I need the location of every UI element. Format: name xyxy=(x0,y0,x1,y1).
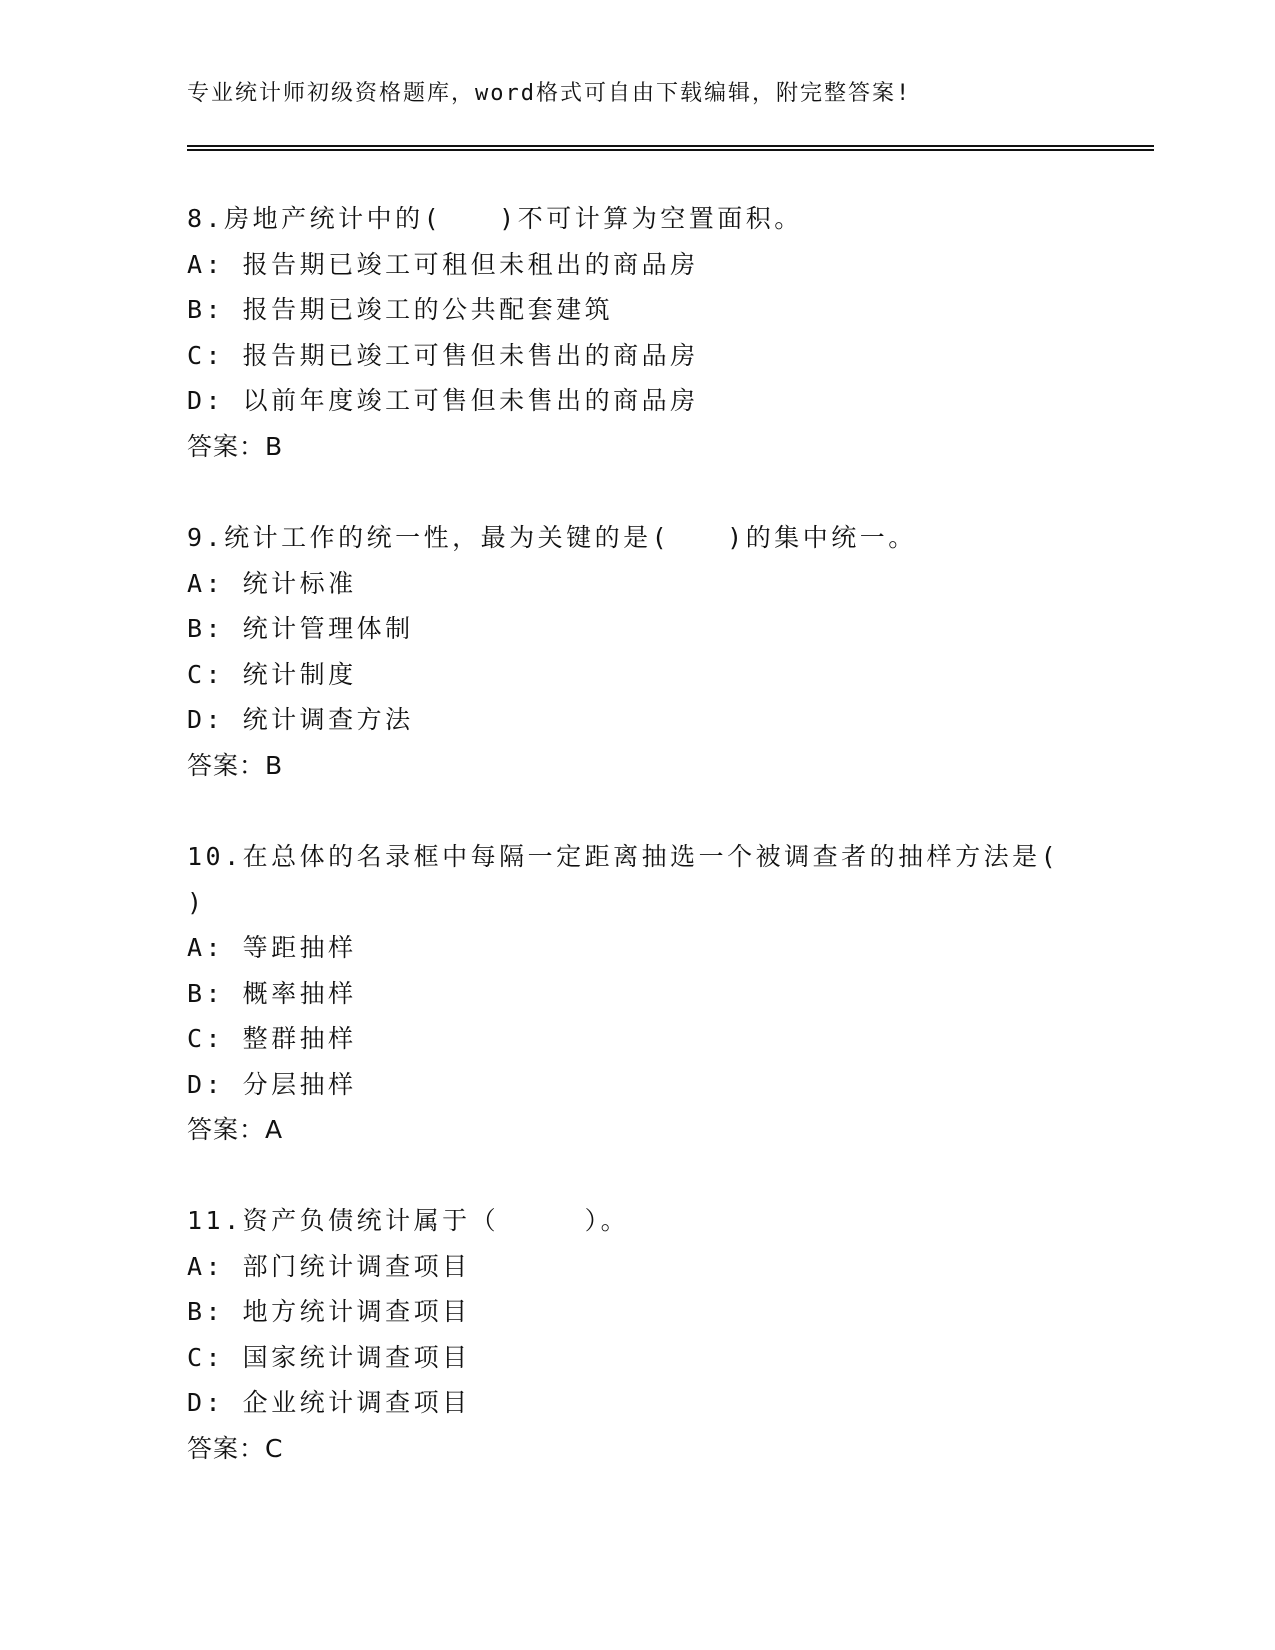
question-11 xyxy=(187,1198,1107,1471)
option-b: B: 统计管理体制 xyxy=(187,614,414,643)
answer-text: 答案：B xyxy=(187,750,284,780)
option-a: A: 部门统计调查项目 xyxy=(187,1251,471,1281)
answer-text: 答案：B xyxy=(187,431,284,461)
option-d: D: 企业统计调查项目 xyxy=(187,1388,471,1417)
option-a: A: 等距抽样 xyxy=(187,933,357,962)
question-8 xyxy=(187,196,1107,469)
option-b: B: 概率抽样 xyxy=(187,978,357,1008)
option-d: D: 统计调查方法 xyxy=(187,705,414,734)
option-c: C: 统计制度 xyxy=(187,659,357,689)
answer-text: 答案：A xyxy=(187,1115,284,1144)
option-c: C: 国家统计调查项目 xyxy=(187,1342,471,1372)
option-b: B: 地方统计调查项目 xyxy=(187,1297,471,1326)
question-stem: 8.房地产统计中的( )不可计算为空置面积。 xyxy=(187,204,803,233)
option-a: A: 统计标准 xyxy=(187,568,357,598)
option-a: A: 报告期已竣工可租但未租出的商品房 xyxy=(187,249,699,279)
question-9 xyxy=(187,515,1107,788)
option-d: D: 以前年度竣工可售但未售出的商品房 xyxy=(187,386,699,415)
question-stem: 11.资产负债统计属于（ ）。 xyxy=(187,1206,630,1235)
option-b: B: 报告期已竣工的公共配套建筑 xyxy=(187,295,614,324)
question-stem: 10.在总体的名录框中每隔一定距离抽选一个被调查者的抽样方法是( xyxy=(187,842,1060,871)
answer-text: 答案：C xyxy=(187,1433,284,1463)
question-stem: 9.统计工作的统一性，最为关键的是( )的集中统一。 xyxy=(187,523,917,552)
question-10 xyxy=(187,834,1107,1153)
question-stem-continued: ) xyxy=(187,887,206,917)
header-text: 专业统计师初级资格题库，word格式可自由下载编辑，附完整答案! xyxy=(187,81,912,106)
option-c: C: 报告期已竣工可售但未售出的商品房 xyxy=(187,340,699,370)
header-divider xyxy=(187,145,1154,151)
option-c: C: 整群抽样 xyxy=(187,1024,357,1053)
option-d: D: 分层抽样 xyxy=(187,1069,357,1099)
